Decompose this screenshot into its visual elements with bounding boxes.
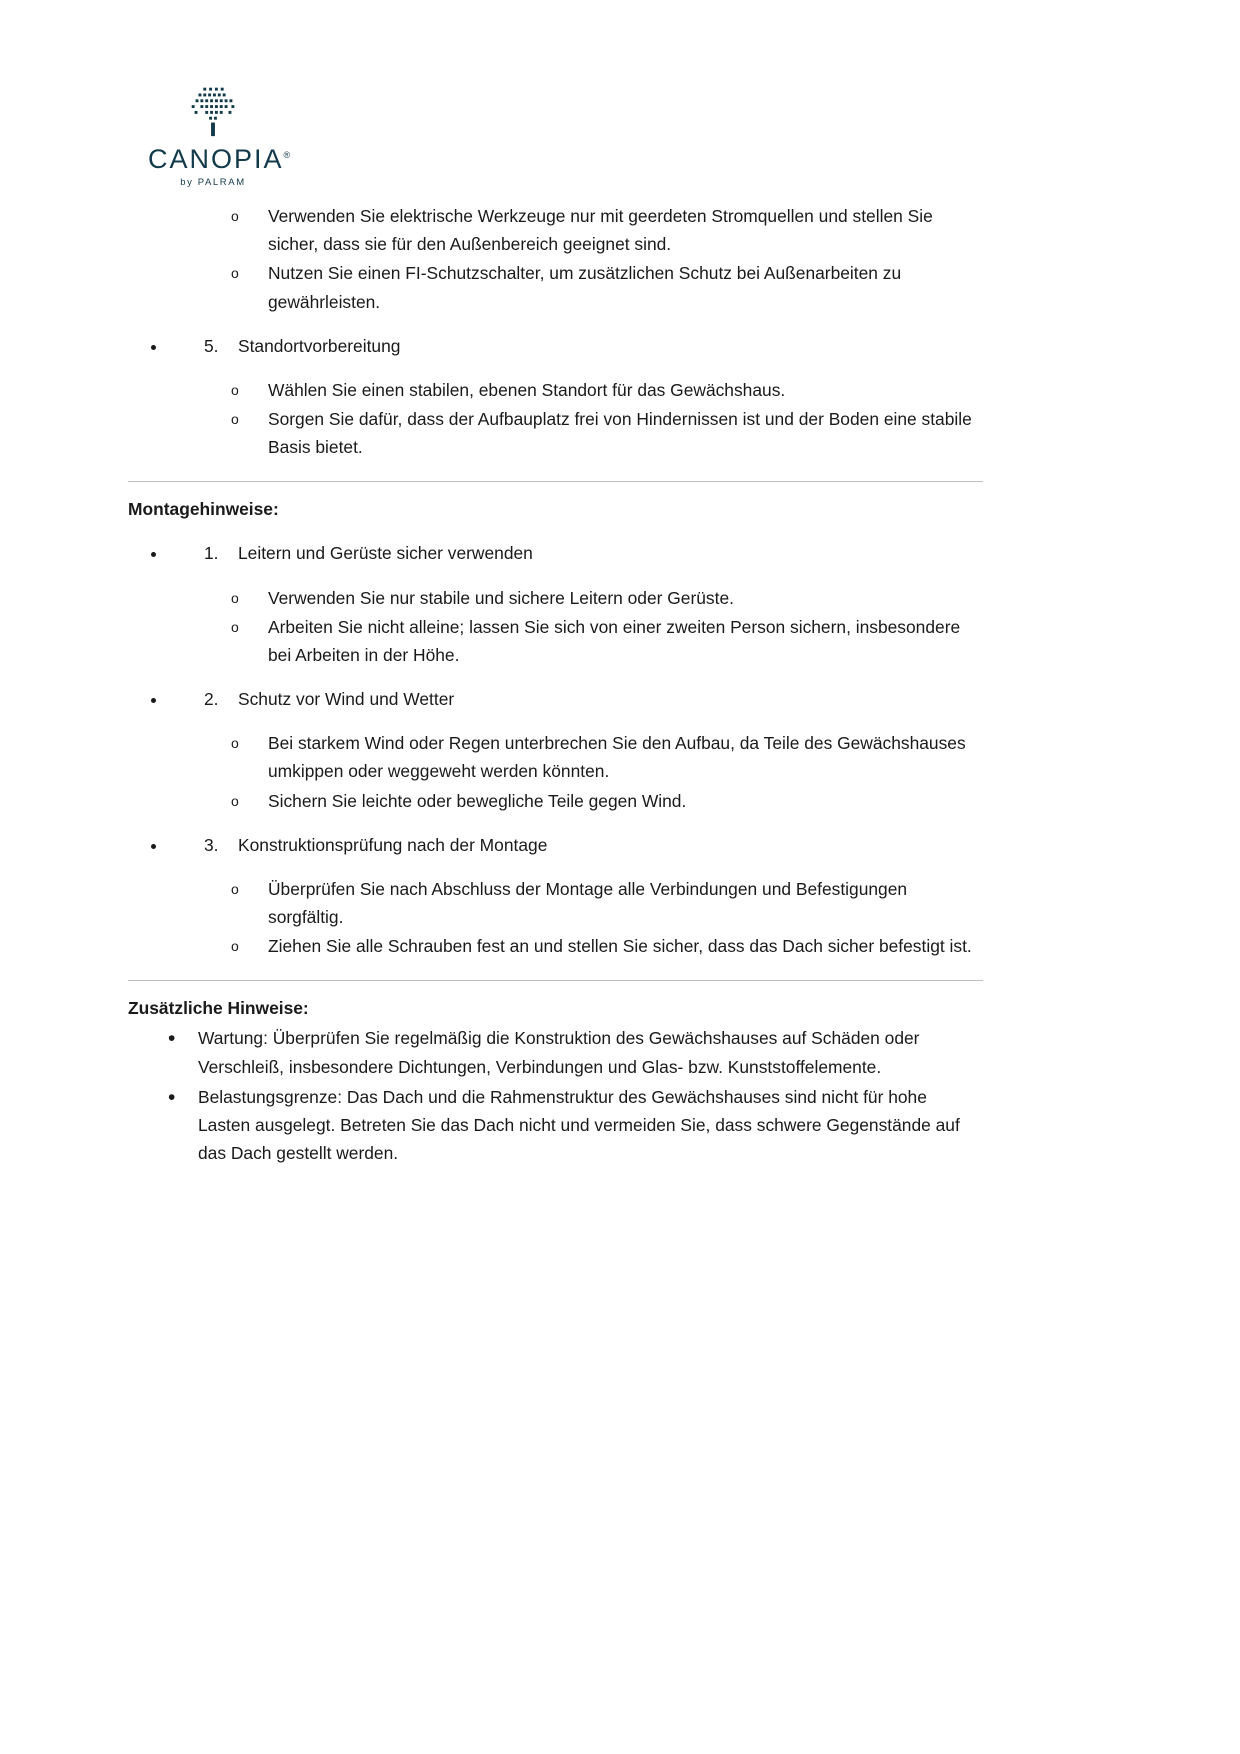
brand-tagline: by PALRAM <box>180 177 246 188</box>
list-text: Sorgen Sie dafür, dass der Aufbauplatz frei von Hindernissen ist und der Boden eine stabile Basis bietet. <box>268 409 972 458</box>
list-item <box>168 539 983 567</box>
section-divider <box>128 980 983 981</box>
list-marker: o <box>231 589 239 606</box>
list-text: Schutz vor Wind und Wetter <box>238 689 455 710</box>
list-marker: o <box>231 208 239 224</box>
list-marker: o <box>231 792 239 809</box>
list-text: Verwenden Sie elektrische Werkzeuge nur mit geerdeten Stromquellen und stellen Sie sicher, dass sie für den Außenbereich geeignet sind. <box>268 206 933 255</box>
canopia-tree-icon <box>182 78 244 140</box>
list-text: Überprüfen Sie nach Abschluss der Montage alle Verbindungen und Befestigungen sorgfältig. <box>268 879 908 928</box>
list-marker: • 1. <box>204 543 219 564</box>
registered-mark: ® <box>283 150 293 160</box>
list-marker: • 2. <box>204 689 219 710</box>
list-text: Wählen Sie einen stabilen, ebenen Standort für das Gewächshaus. <box>268 379 786 400</box>
list-item <box>128 875 983 931</box>
list-text: Arbeiten Sie nicht alleine; lassen Sie sich von einer zweiten Person sichern, insbesondere bei Arbeiten in der Höhe. <box>268 616 961 665</box>
list-item <box>128 259 983 315</box>
document-content <box>128 202 983 1169</box>
list-item <box>128 729 983 785</box>
list-item <box>168 332 983 360</box>
numbered-sublist <box>128 376 983 462</box>
numbered-list-continued <box>128 332 983 360</box>
list-text: Leitern und Gerüste sicher verwenden <box>238 543 533 564</box>
list-text: Nutzen Sie einen FI-Schutzschalter, um zusätzlichen Schutz bei Außenarbeiten zu gewährleisten. <box>268 263 902 312</box>
list-marker: • 3. <box>204 834 219 855</box>
list-item <box>128 1083 983 1168</box>
list-text: Konstruktionsprüfung nach der Montage <box>238 834 548 855</box>
list-marker: • 5. <box>204 335 219 356</box>
list-item <box>128 376 983 404</box>
list-marker: o <box>231 938 239 955</box>
list-text: Sichern Sie leichte oder bewegliche Teile gegen Wind. <box>268 790 687 811</box>
list-marker: o <box>231 881 239 898</box>
list-item <box>128 1024 983 1080</box>
list-marker: o <box>231 265 239 282</box>
list-item <box>168 685 983 713</box>
montage-item-1 <box>128 539 983 567</box>
list-marker: o <box>231 618 239 635</box>
brand-logo <box>148 78 293 188</box>
list-text: Ziehen Sie alle Schrauben fest an und stellen Sie sicher, dass das Dach sicher befestigt ist. <box>268 936 972 957</box>
montage-item-3 <box>128 831 983 859</box>
section-divider <box>128 481 983 482</box>
bullet-marker: • <box>168 1085 176 1109</box>
section-heading-montagehinweise: Montagehinweise: <box>128 498 279 519</box>
list-item <box>128 584 983 612</box>
list-text: Verwenden Sie nur stabile und sichere Leitern oder Gerüste. <box>268 587 734 608</box>
montage-item-2 <box>128 685 983 713</box>
section-heading-zusaetzliche-hinweise: Zusätzliche Hinweise: <box>128 997 309 1018</box>
list-marker: o <box>231 735 239 752</box>
brand-wordmark: CANOPIA® <box>148 144 293 174</box>
list-item <box>128 405 983 461</box>
list-item <box>128 932 983 960</box>
bullet-marker: • <box>168 1027 176 1051</box>
list-text: Belastungsgrenze: Das Dach und die Rahmenstruktur des Gewächshauses sind nicht für hohe Lasten ausgelegt. Betreten Sie das Dach nicht und vermeiden Sie, dass schwere Gegenstände auf das Dach gestellt werden. <box>198 1086 960 1164</box>
list-item <box>128 613 983 669</box>
montage-item-2-sublist <box>128 729 983 815</box>
list-text: Standortvorbereitung <box>238 335 401 356</box>
additional-notes-list <box>128 1024 983 1167</box>
list-text: Bei starkem Wind oder Regen unterbrechen Sie den Aufbau, da Teile des Gewächshauses umkippen oder weggeweht werden könnten. <box>268 733 966 782</box>
list-marker: o <box>231 411 239 428</box>
list-item <box>128 787 983 815</box>
list-marker: o <box>231 381 239 398</box>
montage-item-1-sublist <box>128 584 983 670</box>
intro-sublist <box>128 202 983 316</box>
list-item <box>168 831 983 859</box>
list-item <box>128 202 983 258</box>
list-text: Wartung: Überprüfen Sie regelmäßig die Konstruktion des Gewächshauses auf Schäden oder Verschleiß, insbesondere Dichtungen, Verbindungen und Glas- bzw. Kunststoffelemente. <box>198 1028 920 1077</box>
montage-item-3-sublist <box>128 875 983 961</box>
